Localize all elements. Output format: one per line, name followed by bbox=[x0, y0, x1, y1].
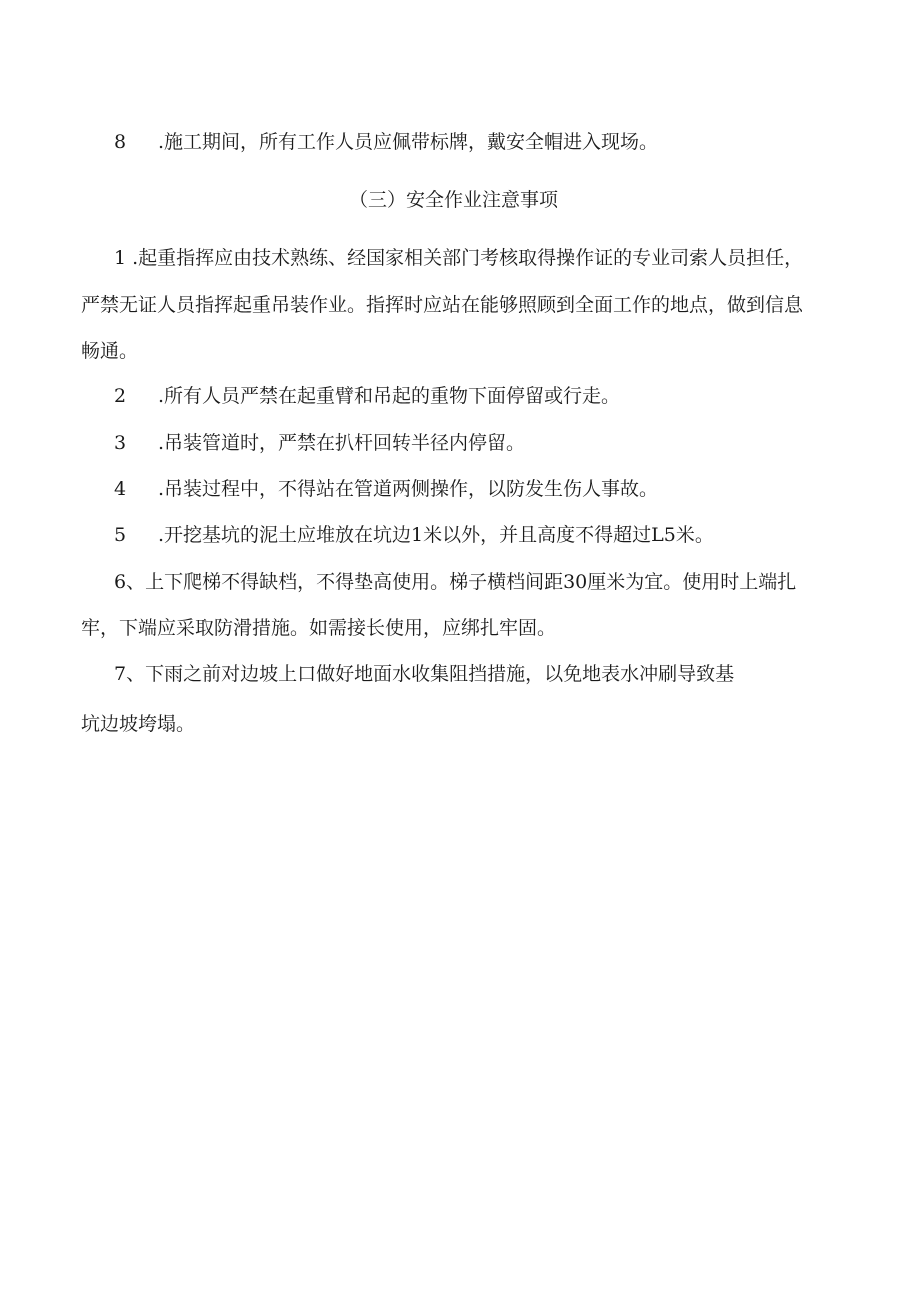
item-2-text: .所有人员严禁在起重臂和吊起的重物下面停留或行走。 bbox=[158, 385, 621, 407]
item-4-number: 4 bbox=[114, 478, 127, 500]
item-6-line-1: 6、上下爬梯不得缺档，不得垫高使用。梯子横档间距30厘米为宜。使用时上端扎 bbox=[114, 571, 797, 593]
item-3-number: 3 bbox=[114, 432, 127, 454]
item-7-line-1: 7、下雨之前对边坡上口做好地面水收集阻挡措施，以免地表水冲刷导致基 bbox=[114, 663, 735, 685]
item-4-text: .吊装过程中，不得站在管道两侧操作，以防发生伤人事故。 bbox=[158, 478, 659, 500]
item-5-text: .开挖基坑的泥土应堆放在坑边1米以外，并且高度不得超过L5米。 bbox=[158, 524, 714, 546]
item-8-text: .施工期间，所有工作人员应佩带标牌，戴安全帽进入现场。 bbox=[158, 131, 659, 153]
item-7-line-2: 坑边坡垮塌。 bbox=[81, 713, 196, 735]
item-6-line-2: 牢，下端应采取防滑措施。如需接长使用，应绑扎牢固。 bbox=[81, 617, 557, 639]
item-8-number: 8 bbox=[114, 131, 127, 153]
item-2-number: 2 bbox=[114, 385, 127, 407]
item-5-number: 5 bbox=[114, 524, 127, 546]
item-1-line-2: 严禁无证人员指挥起重吊装作业。指挥时应站在能够照顾到全面工作的地点，做到信息 bbox=[81, 294, 804, 316]
section-heading-text: （三）安全作业注意事项 bbox=[349, 189, 559, 211]
item-3-text: .吊装管道时，严禁在扒杆回转半径内停留。 bbox=[158, 432, 526, 454]
item-1-line-1: 1 .起重指挥应由技术熟练、经国家相关部门考核取得操作证的专业司索人员担任， bbox=[114, 247, 804, 269]
item-1-line-3: 畅通。 bbox=[81, 340, 139, 362]
